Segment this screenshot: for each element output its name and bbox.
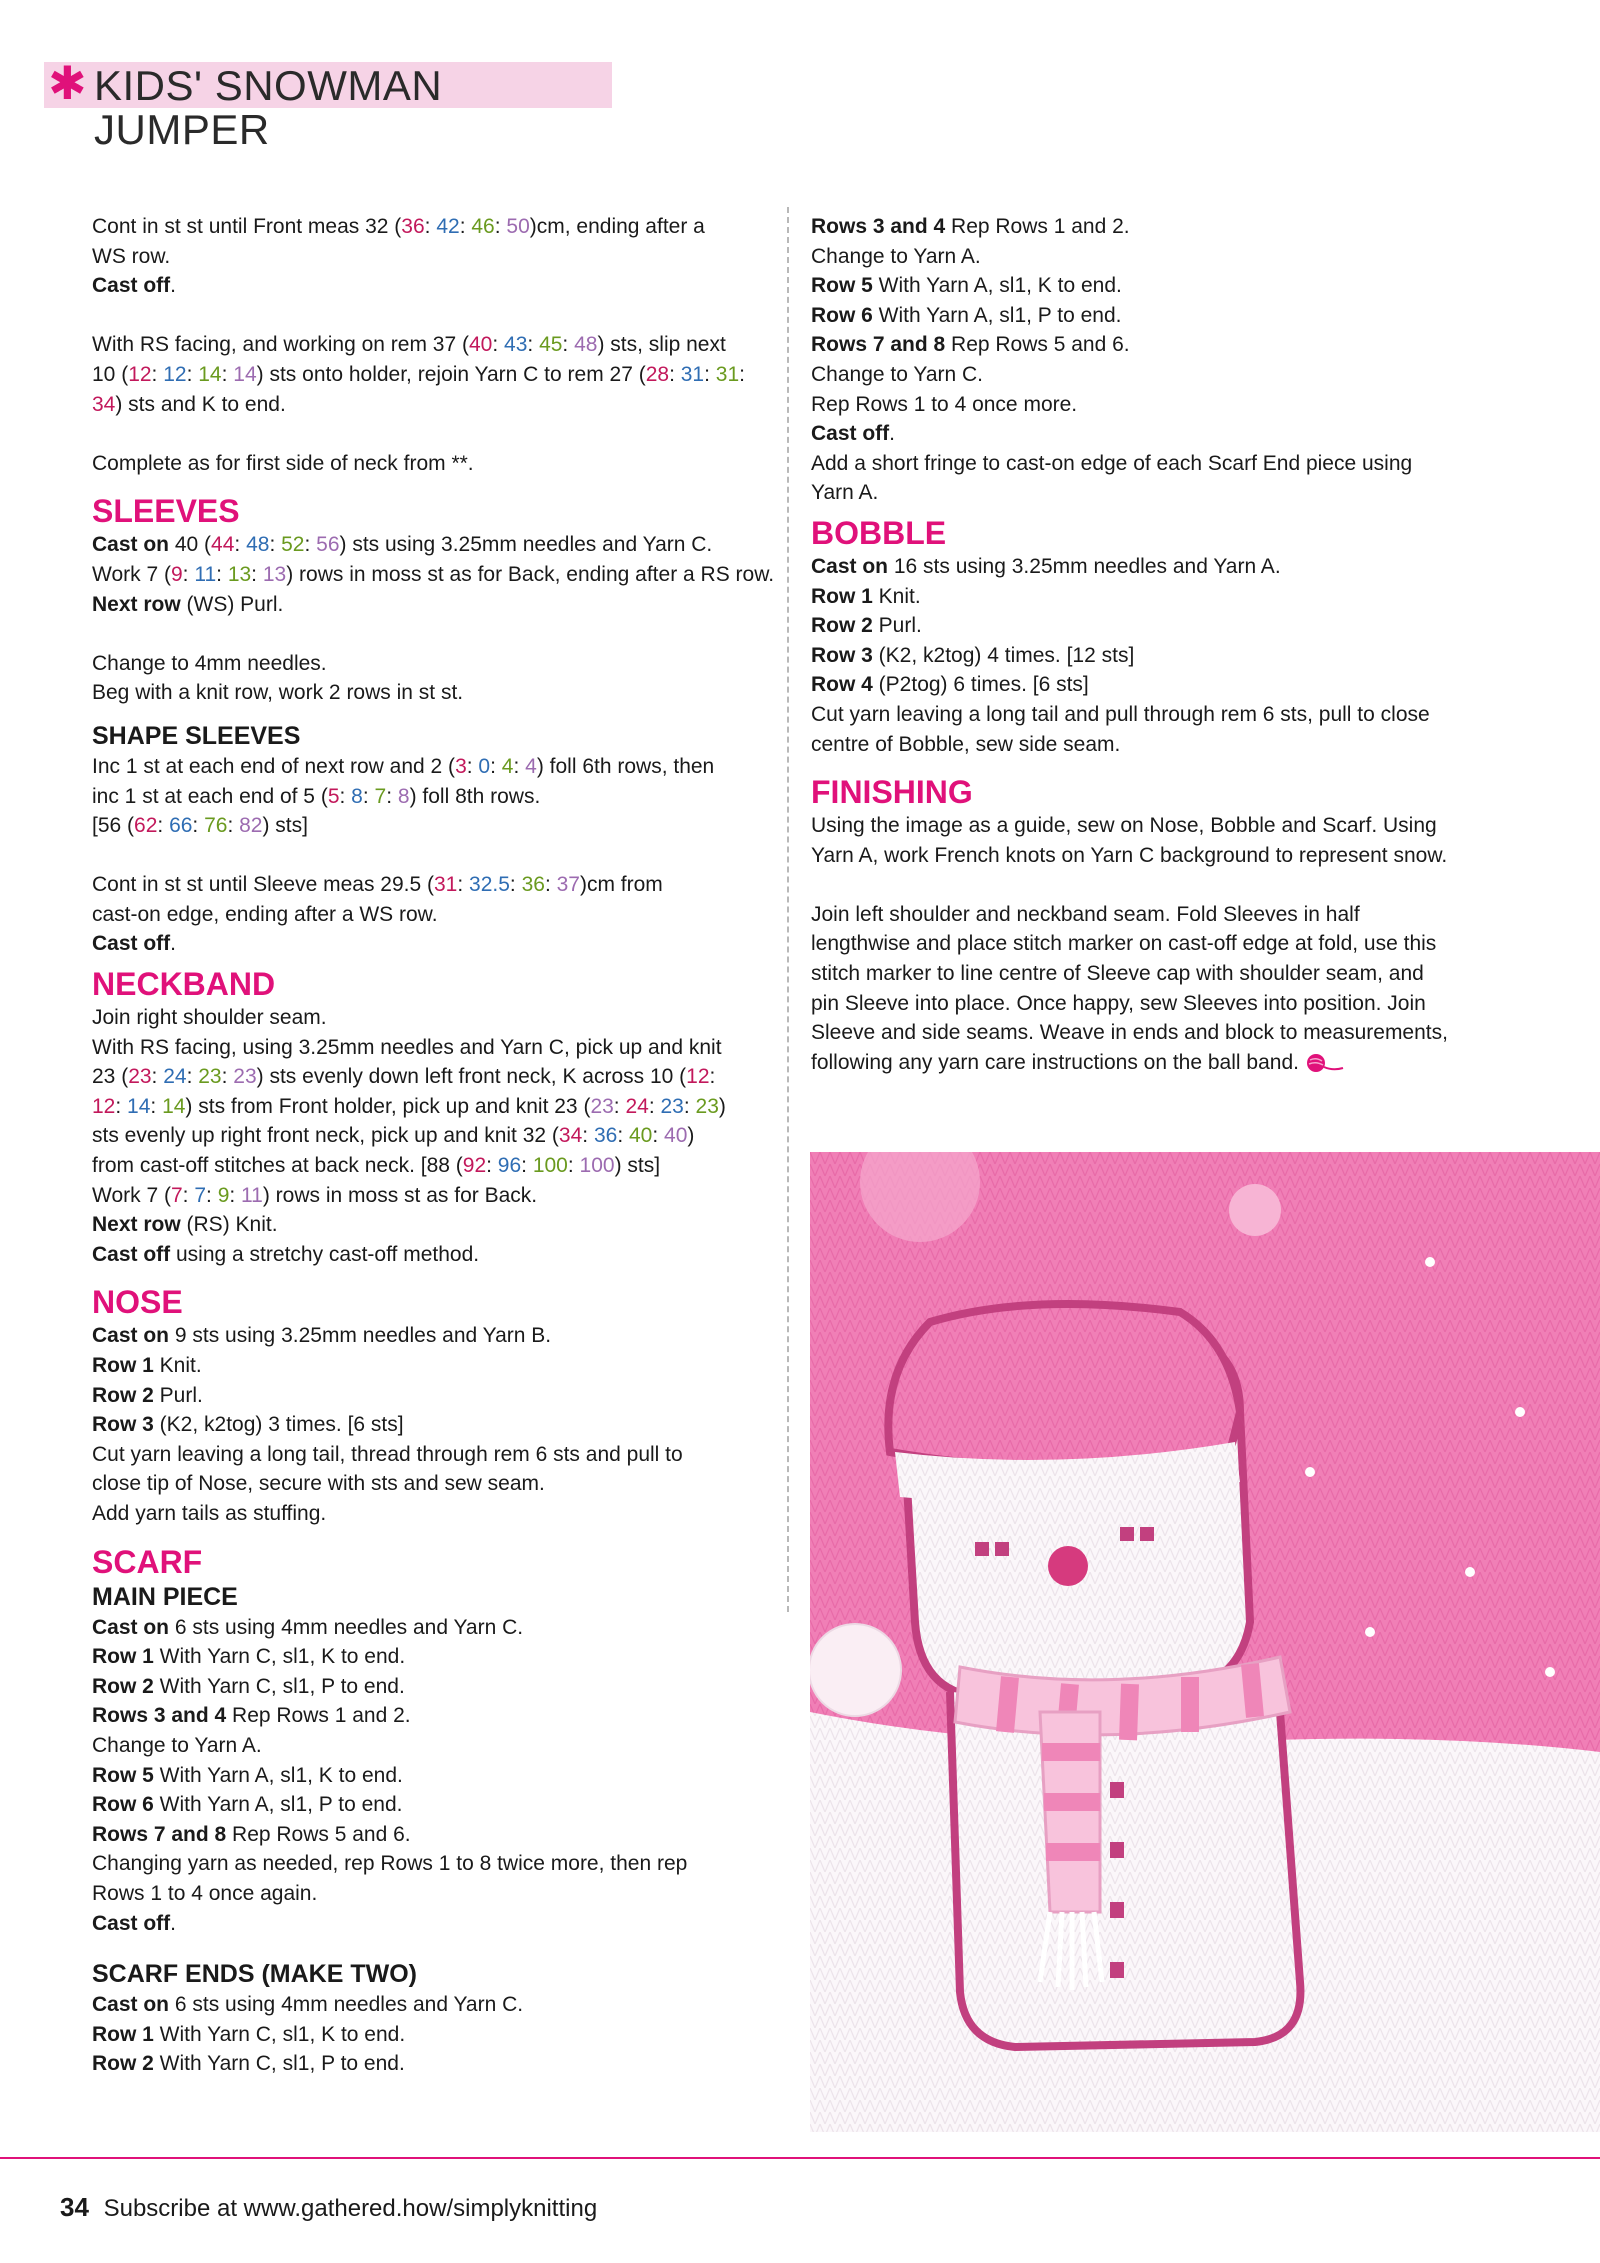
text-line xyxy=(92,1761,772,1791)
text-line: Change to Yarn A. xyxy=(92,1733,262,1757)
inline-text: Knit. xyxy=(153,1354,202,1377)
size-value: 14 xyxy=(233,362,257,386)
inline-text: (K2, k2tog) 4 times. [12 sts] xyxy=(872,643,1135,667)
bold-term: Cast on xyxy=(92,1324,170,1348)
size-value: 48 xyxy=(246,533,270,557)
bold-term: Row 3 xyxy=(92,1413,154,1437)
size-value: 100 xyxy=(532,1154,568,1178)
size-value: 9 xyxy=(217,1183,230,1207)
size-value: 46 xyxy=(471,215,495,238)
size-value: 12 xyxy=(163,362,187,386)
inline-text: (WS) Purl. xyxy=(180,592,284,616)
text-line: Cast off. xyxy=(811,422,896,446)
bold-term: Cast on xyxy=(92,533,170,557)
text-line xyxy=(92,2020,772,2050)
inline-text: With Yarn C, sl1, P to end. xyxy=(153,2052,405,2076)
text-line xyxy=(92,1321,772,1351)
text-line xyxy=(92,530,772,560)
text-line xyxy=(811,641,1511,671)
size-value: 13 xyxy=(262,562,287,586)
bold-term: Row 1 xyxy=(92,2022,154,2046)
section-heading-scarf: SCARF xyxy=(92,1543,203,1580)
size-value: 48 xyxy=(574,333,598,357)
text-line: Rows 1 to 4 once again. xyxy=(92,1881,318,1905)
text-line xyxy=(811,212,1511,242)
size-value: 23 xyxy=(233,1065,257,1089)
inline-text: Rep Rows 5 and 6. xyxy=(226,1822,411,1846)
size-value: 36 xyxy=(521,873,545,897)
text-line: 10 (12: 12: 14: 14) sts onto holder, rejoin Yarn C to rem 27 (28: 31: 31: xyxy=(92,362,745,386)
size-value: 8 xyxy=(397,784,410,808)
text-line: Change to Yarn C. xyxy=(811,362,983,386)
inline-text: (K2, k2tog) 3 times. [6 sts] xyxy=(153,1413,404,1437)
size-value: 0 xyxy=(478,754,491,778)
size-value: 82 xyxy=(239,814,263,838)
text-line: close tip of Nose, secure with sts and sew seam. xyxy=(92,1472,545,1496)
yarn-ball-icon xyxy=(1305,1051,1345,1075)
page-number: 34 xyxy=(60,2192,89,2222)
size-value: 23 xyxy=(590,1094,614,1118)
section-heading-nose: NOSE xyxy=(92,1284,183,1321)
text-line xyxy=(92,1790,772,1820)
inline-text: (RS) Knit. xyxy=(180,1213,278,1237)
bold-term: Cast on xyxy=(811,554,889,578)
size-value: 43 xyxy=(504,333,528,357)
inline-text: With Yarn C, sl1, K to end. xyxy=(153,2022,406,2046)
size-value: 92 xyxy=(462,1154,487,1178)
bold-term: Cast on xyxy=(92,1615,170,1639)
subheading-scarf-ends: SCARF ENDS (MAKE TWO) xyxy=(92,1960,417,1989)
text-line: Work 7 (7: 7: 9: 11) rows in moss st as for Back. xyxy=(92,1183,538,1207)
bold-term: Row 5 xyxy=(811,274,873,298)
text-line: 23 (23: 24: 23: 23) sts evenly down left front neck, K across 10 (12: xyxy=(92,1065,716,1089)
text-line: Add yarn tails as stuffing. xyxy=(92,1501,327,1525)
size-value: 56 xyxy=(316,533,340,557)
text-line xyxy=(92,2049,772,2079)
text-line: Cut yarn leaving a long tail and pull through rem 6 sts, pull to close xyxy=(811,702,1430,726)
text-line: sts evenly up right front neck, pick up and knit 32 (34: 36: 40: 40) xyxy=(92,1124,695,1148)
size-value: 12 xyxy=(128,362,152,386)
text-line: lengthwise and place stitch marker on cast-off edge at fold, use this xyxy=(811,932,1437,956)
size-value: 7 xyxy=(170,1183,183,1207)
bold-term: Cast off xyxy=(92,1911,171,1935)
bold-term: Row 1 xyxy=(92,1645,154,1669)
text-line: Cast off. xyxy=(92,932,177,956)
inline-text: 6 sts using 4mm needles and Yarn C. xyxy=(169,1993,524,2017)
size-value: 36 xyxy=(401,215,425,238)
inline-text: With Yarn A, sl1, K to end. xyxy=(872,274,1122,298)
bold-term: Row 2 xyxy=(92,1383,154,1407)
text-line: Rep Rows 1 to 4 once more. xyxy=(811,392,1078,416)
size-value: 37 xyxy=(556,873,580,897)
size-value: 40 xyxy=(628,1124,653,1148)
text-line: 12: 14: 14) sts from Front holder, pick up and knit 23 (23: 24: 23: 23) xyxy=(92,1094,726,1118)
text-line xyxy=(92,1240,772,1270)
size-value: 12 xyxy=(92,1094,116,1118)
size-value: 7 xyxy=(194,1183,207,1207)
size-value: 4 xyxy=(501,754,514,778)
bold-term: Row 3 xyxy=(811,643,873,667)
section-heading-bobble: BOBBLE xyxy=(811,514,947,551)
size-value: 34 xyxy=(92,392,116,416)
inline-text: Knit. xyxy=(872,584,921,608)
text-line xyxy=(92,1642,772,1672)
size-value: 44 xyxy=(211,533,235,557)
subheading-main-piece: MAIN PIECE xyxy=(92,1582,238,1611)
size-value: 31 xyxy=(680,362,705,386)
text-line: Complete as for first side of neck from **. xyxy=(92,451,474,475)
text-line: Cont in st st until Sleeve meas 29.5 (31: 32.5: 36: 37)cm from xyxy=(92,873,663,897)
inline-text: 6 sts using 4mm needles and Yarn C. xyxy=(169,1615,524,1639)
size-value: 40 xyxy=(664,1124,688,1148)
text-line: Yarn A. xyxy=(811,481,879,505)
size-value: 8 xyxy=(351,784,363,808)
bold-term: Cast on xyxy=(92,1993,170,2017)
inline-text: Rep Rows 1 and 2. xyxy=(226,1704,411,1728)
subscribe-text: Subscribe at www.gathered.how/simplyknitting xyxy=(103,2195,598,2222)
text-line: Sleeve and side seams. Weave in ends and block to measurements, xyxy=(811,1021,1448,1045)
text-line: Beg with a knit row, work 2 rows in st st. xyxy=(92,681,464,705)
bold-term: Rows 3 and 4 xyxy=(811,215,946,238)
size-value: 23 xyxy=(128,1065,152,1089)
inline-text: 40 (44: 48: 52: 56) sts using 3.25mm needles and Yarn C. xyxy=(169,533,713,557)
size-value: 9 xyxy=(170,562,183,586)
text-line xyxy=(811,271,1511,301)
text-line: stitch marker to line centre of Sleeve cap with shoulder seam, and xyxy=(811,962,1424,986)
size-value: 62 xyxy=(134,814,158,838)
size-value: 76 xyxy=(204,814,228,838)
bold-term: Cast off xyxy=(92,1242,171,1266)
inline-text: Rep Rows 5 and 6. xyxy=(945,333,1130,357)
text-line xyxy=(92,1351,772,1381)
size-value: 13 xyxy=(227,562,252,586)
text-line: Add a short fringe to cast-on edge of each Scarf End piece using xyxy=(811,451,1413,475)
inline-text: using a stretchy cast-off method. xyxy=(170,1242,480,1266)
size-value: 96 xyxy=(497,1154,522,1178)
page-title: KIDS' SNOWMAN JUMPER xyxy=(94,62,443,153)
footer-divider xyxy=(0,2157,1600,2159)
size-value: 24 xyxy=(625,1094,649,1118)
bold-term: Row 2 xyxy=(92,2052,154,2076)
text-line: Cast off. xyxy=(92,274,177,298)
text-line xyxy=(92,1613,772,1643)
bold-term: Rows 7 and 8 xyxy=(811,333,946,357)
text-line: from cast-off stitches at back neck. [88 (92: 96: 100: 100) sts] xyxy=(92,1154,661,1178)
text-line xyxy=(811,611,1511,641)
size-value: 5 xyxy=(327,784,340,808)
text-line xyxy=(92,590,772,620)
text-line: Cont in st st until Front meas 32 (36: 42: 46: 50)cm, ending after a xyxy=(92,215,705,238)
inline-text: 16 sts using 3.25mm needles and Yarn A. xyxy=(888,554,1281,578)
inline-text: Purl. xyxy=(872,614,922,638)
text-line: inc 1 st at each end of 5 (5: 8: 7: 8) foll 8th rows. xyxy=(92,784,541,808)
inline-text: With Yarn A, sl1, K to end. xyxy=(153,1763,403,1787)
text-line: With RS facing, using 3.25mm needles and Yarn C, pick up and knit xyxy=(92,1035,722,1059)
bold-term: Next row xyxy=(92,1213,181,1237)
text-line xyxy=(811,301,1511,331)
inline-text: Purl. xyxy=(153,1383,203,1407)
text-line xyxy=(92,1410,772,1440)
bold-term: Next row xyxy=(92,592,181,616)
text-line: Using the image as a guide, sew on Nose, Bobble and Scarf. Using xyxy=(811,814,1437,838)
size-value: 4 xyxy=(525,754,537,778)
bold-term: Row 5 xyxy=(92,1763,154,1787)
size-value: 42 xyxy=(436,215,460,238)
page-header xyxy=(44,57,612,153)
inline-text: following any yarn care instructions on the ball band. xyxy=(811,1050,1299,1074)
text-line: Join left shoulder and neckband seam. Fold Sleeves in half xyxy=(811,902,1360,926)
size-value: 3 xyxy=(455,754,467,778)
text-line: Work 7 (9: 11: 13: 13) rows in moss st as for Back, ending after a RS row. xyxy=(92,562,775,586)
size-value: 45 xyxy=(539,333,563,357)
text-line: Cut yarn leaving a long tail, thread through rem 6 sts and pull to xyxy=(92,1442,683,1466)
text-line xyxy=(92,1672,772,1702)
left-column xyxy=(92,212,775,2079)
text-line xyxy=(811,670,1511,700)
bold-term: Cast off xyxy=(811,422,890,446)
text-line xyxy=(92,1990,772,2020)
size-value: 11 xyxy=(194,562,217,586)
column-divider xyxy=(787,207,789,1612)
size-value: 66 xyxy=(169,814,193,838)
text-line: Join right shoulder seam. xyxy=(92,1006,327,1030)
size-value: 50 xyxy=(506,215,530,238)
size-value: 28 xyxy=(645,362,670,386)
size-value: 52 xyxy=(281,533,305,557)
text-line xyxy=(92,1701,772,1731)
text-line: Change to 4mm needles. xyxy=(92,651,327,675)
size-value: 34 xyxy=(558,1124,583,1148)
size-value: 11 xyxy=(241,1183,263,1207)
size-value: 24 xyxy=(163,1065,187,1089)
bold-term: Row 2 xyxy=(811,614,873,638)
inline-text: 9 sts using 3.25mm needles and Yarn B. xyxy=(169,1324,552,1348)
size-value: 14 xyxy=(198,362,222,386)
text-line: Change to Yarn A. xyxy=(811,244,981,268)
inline-text: With Yarn A, sl1, P to end. xyxy=(153,1793,403,1817)
bold-term: Row 2 xyxy=(92,1674,154,1698)
snowman-jumper-photo xyxy=(810,1152,1600,2132)
size-value: 23 xyxy=(198,1065,222,1089)
text-line xyxy=(92,1210,772,1240)
page-footer xyxy=(60,2192,597,2224)
size-value: 14 xyxy=(162,1094,186,1118)
size-value: 14 xyxy=(127,1094,151,1118)
text-line xyxy=(811,1048,1511,1078)
bold-term: Rows 7 and 8 xyxy=(92,1822,227,1846)
text-line: [56 (62: 66: 76: 82) sts] xyxy=(92,814,308,838)
section-heading-finishing: FINISHING xyxy=(811,774,973,811)
text-line: Inc 1 st at each end of next row and 2 (3: 0: 4: 4) foll 6th rows, then xyxy=(92,754,715,778)
inline-text: Rep Rows 1 and 2. xyxy=(945,215,1130,238)
size-value: 23 xyxy=(695,1094,719,1118)
size-value: 12 xyxy=(686,1065,710,1089)
text-line: WS row. xyxy=(92,244,171,268)
size-value: 31 xyxy=(715,362,740,386)
text-line: pin Sleeve into place. Once happy, sew Sleeves into position. Join xyxy=(811,991,1426,1015)
inline-text: With Yarn C, sl1, K to end. xyxy=(153,1645,406,1669)
text-line: Yarn A, work French knots on Yarn C background to represent snow. xyxy=(811,843,1448,867)
inline-text: With Yarn A, sl1, P to end. xyxy=(872,303,1122,327)
section-heading-neckband: NECKBAND xyxy=(92,966,276,1003)
text-line xyxy=(811,330,1511,360)
bold-term: Cast off xyxy=(92,932,171,956)
inline-text: (P2tog) 6 times. [6 sts] xyxy=(872,673,1089,697)
text-line xyxy=(92,1820,772,1850)
size-value: 100 xyxy=(579,1154,615,1178)
bold-term: Row 4 xyxy=(811,673,873,697)
bold-term: Row 1 xyxy=(92,1354,154,1377)
inline-text: With Yarn C, sl1, P to end. xyxy=(153,1674,405,1698)
right-column xyxy=(811,212,1511,1077)
text-line: Cast off. xyxy=(92,1911,177,1935)
bold-term: Row 6 xyxy=(92,1793,154,1817)
size-value: 23 xyxy=(660,1094,684,1118)
asterisk-star-icon: ✱ xyxy=(48,57,87,109)
text-line: With RS facing, and working on rem 37 (40: 43: 45: 48) sts, slip next xyxy=(92,333,726,357)
bold-term: Cast off xyxy=(92,274,171,298)
size-value: 40 xyxy=(469,333,493,357)
text-line xyxy=(811,552,1511,582)
size-value: 7 xyxy=(374,784,387,808)
text-line xyxy=(811,582,1511,612)
section-heading-sleeves: SLEEVES xyxy=(92,493,240,530)
text-line: Changing yarn as needed, rep Rows 1 to 8 twice more, then rep xyxy=(92,1852,688,1876)
bold-term: Row 6 xyxy=(811,303,873,327)
bold-term: Rows 3 and 4 xyxy=(92,1704,227,1728)
subheading-shape-sleeves: SHAPE SLEEVES xyxy=(92,721,301,750)
bold-term: Row 1 xyxy=(811,584,873,608)
text-line: 34) sts and K to end. xyxy=(92,392,286,416)
size-value: 32.5 xyxy=(469,873,510,897)
size-value: 31 xyxy=(434,873,458,897)
text-line: cast-on edge, ending after a WS row. xyxy=(92,902,438,926)
text-line: centre of Bobble, sew side seam. xyxy=(811,732,1121,756)
size-value: 36 xyxy=(593,1124,618,1148)
text-line xyxy=(92,1381,772,1411)
